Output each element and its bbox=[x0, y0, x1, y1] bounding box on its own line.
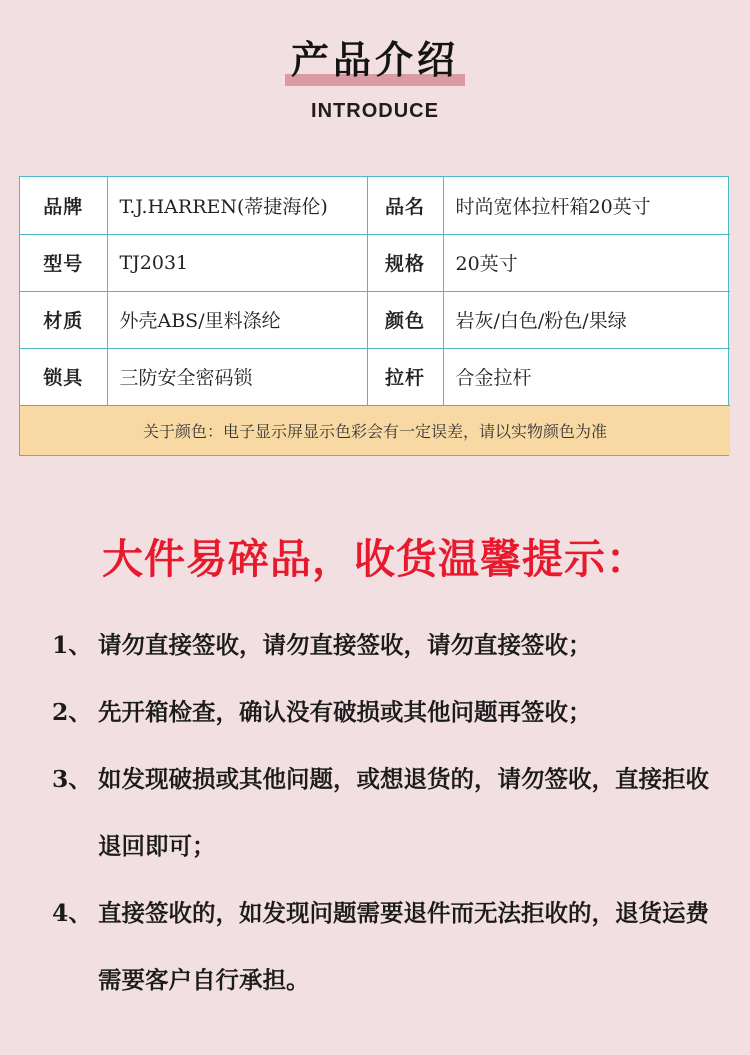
spec-key: 品牌 bbox=[20, 177, 107, 234]
tip-item bbox=[52, 612, 712, 679]
tip-number: 4、 bbox=[52, 899, 92, 927]
spec-value: 合金拉杆 bbox=[443, 348, 730, 405]
color-note: 关于颜色：电子显示屏显示色彩会有一定误差，请以实物颜色为准 bbox=[20, 405, 730, 455]
tip-item bbox=[52, 746, 712, 880]
spec-value: 岩灰/白色/粉色/果绿 bbox=[443, 291, 730, 348]
tip-text: 如发现破损或其他问题，或想退货的，请勿签收，直接拒收退回即可； bbox=[98, 765, 709, 860]
spec-table bbox=[19, 176, 729, 456]
spec-row bbox=[20, 348, 730, 405]
spec-value: 三防安全密码锁 bbox=[107, 348, 367, 405]
spec-value: 20英寸 bbox=[443, 234, 730, 291]
tip-text: 先开箱检查，确认没有破损或其他问题再签收； bbox=[98, 698, 592, 726]
spec-row bbox=[20, 234, 730, 291]
spec-value: T.J.HARREN(蒂捷海伦) bbox=[107, 177, 367, 234]
tip-text: 请勿直接签收，请勿直接签收，请勿直接签收； bbox=[98, 631, 592, 659]
spec-row bbox=[20, 291, 730, 348]
spec-key: 品名 bbox=[367, 177, 443, 234]
warning-title: 大件易碎品，收货温馨提示： bbox=[102, 535, 648, 583]
spec-value: 时尚宽体拉杆箱20英寸 bbox=[443, 177, 730, 234]
spec-value: TJ2031 bbox=[107, 234, 367, 291]
title-wrap bbox=[291, 30, 459, 90]
tip-number: 3、 bbox=[52, 765, 92, 793]
spec-key: 材质 bbox=[20, 291, 107, 348]
spec-key: 锁具 bbox=[20, 348, 107, 405]
page-header bbox=[0, 30, 750, 123]
page-subtitle: INTRODUCE bbox=[311, 100, 439, 122]
spec-key: 颜色 bbox=[367, 291, 443, 348]
color-note-row bbox=[20, 405, 730, 455]
spec-key: 拉杆 bbox=[367, 348, 443, 405]
tip-item bbox=[52, 880, 712, 1014]
tip-number: 1、 bbox=[52, 631, 92, 659]
tips-list bbox=[52, 612, 712, 1014]
tip-item bbox=[52, 679, 712, 746]
spec-key: 规格 bbox=[367, 234, 443, 291]
page-title: 产品介绍 bbox=[290, 38, 459, 82]
tip-text: 直接签收的，如发现问题需要退件而无法拒收的，退货运费需要客户自行承担。 bbox=[98, 899, 709, 994]
tip-number: 2、 bbox=[52, 698, 92, 726]
spec-row bbox=[20, 177, 730, 234]
spec-value: 外壳ABS/里料涤纶 bbox=[107, 291, 367, 348]
spec-key: 型号 bbox=[20, 234, 107, 291]
